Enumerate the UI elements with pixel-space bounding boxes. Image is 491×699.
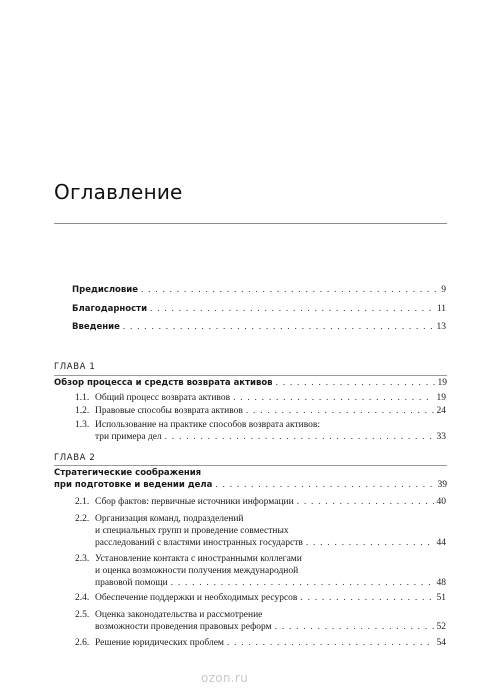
toc-section	[95, 621, 446, 633]
chapter-title-text: Стратегические соображения	[54, 468, 202, 478]
section-title: Сбор фактов: первичные источники информации	[95, 497, 294, 507]
section-number: 1.2.	[75, 406, 90, 416]
toc-section	[95, 537, 446, 549]
toc-entry-acknowledgements	[72, 303, 446, 315]
toc-entry-label: Предисловие	[72, 285, 138, 295]
toc-entry-preface	[72, 284, 446, 296]
toc-chapter-title	[54, 479, 447, 491]
chapter-divider	[54, 465, 447, 466]
leader-dots	[123, 321, 434, 333]
section-title: Обеспечение поддержки и необходимых ресурсов	[95, 593, 298, 603]
leader-dots	[246, 405, 434, 417]
leader-dots	[215, 479, 434, 491]
toc-chapter-title	[54, 377, 447, 389]
section-number: 1.1.	[75, 393, 90, 403]
leader-dots	[297, 496, 434, 508]
section-number: 2.2.	[75, 514, 90, 524]
section-number: 2.5.	[75, 610, 90, 620]
section-title: Организация команд, подразделений	[95, 514, 244, 524]
section-title: Оценка законодательства и рассмотрение	[95, 610, 263, 620]
section-title: правовой помощи	[95, 578, 168, 588]
leader-dots	[165, 431, 434, 443]
leader-dots	[227, 637, 434, 649]
chapter-title-text: Обзор процесса и средств возврата активов	[54, 378, 273, 388]
toc-entry-label: Введение	[72, 322, 120, 332]
toc-entry-page: 48	[436, 578, 446, 588]
toc-entry-page: 24	[436, 406, 446, 416]
section-title: Решение юридических проблем	[95, 638, 224, 648]
toc-entry-page: 54	[436, 638, 446, 648]
toc-entry-page: 11	[436, 304, 446, 314]
section-title: Использование на практике способов возврата активов:	[95, 420, 320, 430]
section-number: 2.4.	[75, 593, 90, 603]
leader-dots	[233, 392, 433, 404]
toc-section	[95, 577, 446, 589]
leader-dots	[171, 577, 434, 589]
toc-entry-page: 40	[436, 497, 446, 507]
chapter-label: ГЛАВА 1	[54, 362, 96, 372]
leader-dots	[275, 621, 434, 633]
leader-dots	[150, 303, 434, 315]
section-title: три примера дел	[95, 432, 162, 442]
toc-section	[95, 431, 446, 443]
toc-entry-page: 13	[436, 322, 446, 332]
leader-dots	[306, 537, 434, 549]
section-title: Установление контакта с иностранными коллегами	[95, 554, 302, 564]
chapter-divider	[54, 375, 447, 376]
section-number: 1.3.	[75, 420, 90, 430]
toc-entry-page: 51	[436, 593, 446, 603]
chapter-label: ГЛАВА 2	[54, 453, 96, 463]
toc-entry-page: 19	[436, 393, 446, 403]
leader-dots	[141, 284, 438, 296]
chapter-title-text: при подготовке и ведении дела	[54, 480, 213, 490]
toc-section	[95, 405, 446, 417]
section-title: возможности проведения правовых реформ	[95, 622, 272, 632]
toc-entry-label: Благодарности	[72, 304, 148, 314]
toc-section	[95, 592, 446, 604]
toc-entry-page: 52	[436, 622, 446, 632]
section-number: 2.3.	[75, 554, 90, 564]
toc-section	[95, 496, 446, 508]
section-number: 2.6.	[75, 638, 90, 648]
section-title: Правовые способы возврата активов	[95, 406, 243, 416]
title-divider	[54, 223, 447, 224]
page-title: Оглавление	[54, 180, 183, 204]
toc-entry-page: 9	[441, 285, 446, 295]
toc-entry-page: 39	[437, 480, 447, 490]
toc-section	[95, 392, 446, 404]
section-number: 2.1.	[75, 497, 90, 507]
section-title: и оценка возможности получения международной	[95, 566, 299, 576]
toc-section	[95, 637, 446, 649]
section-title: расследований с властями иностранных государств	[95, 538, 303, 548]
toc-entry-page: 33	[436, 432, 446, 442]
section-title: и специальных групп и проведение совместных	[95, 526, 289, 536]
leader-dots	[300, 592, 433, 604]
section-title: Общий процесс возврата активов	[95, 393, 231, 403]
toc-entry-introduction	[72, 321, 446, 333]
toc-entry-page: 44	[436, 538, 446, 548]
toc-entry-page: 19	[437, 378, 447, 388]
ozon-watermark: ozon.ru	[201, 671, 249, 685]
leader-dots	[276, 377, 435, 389]
